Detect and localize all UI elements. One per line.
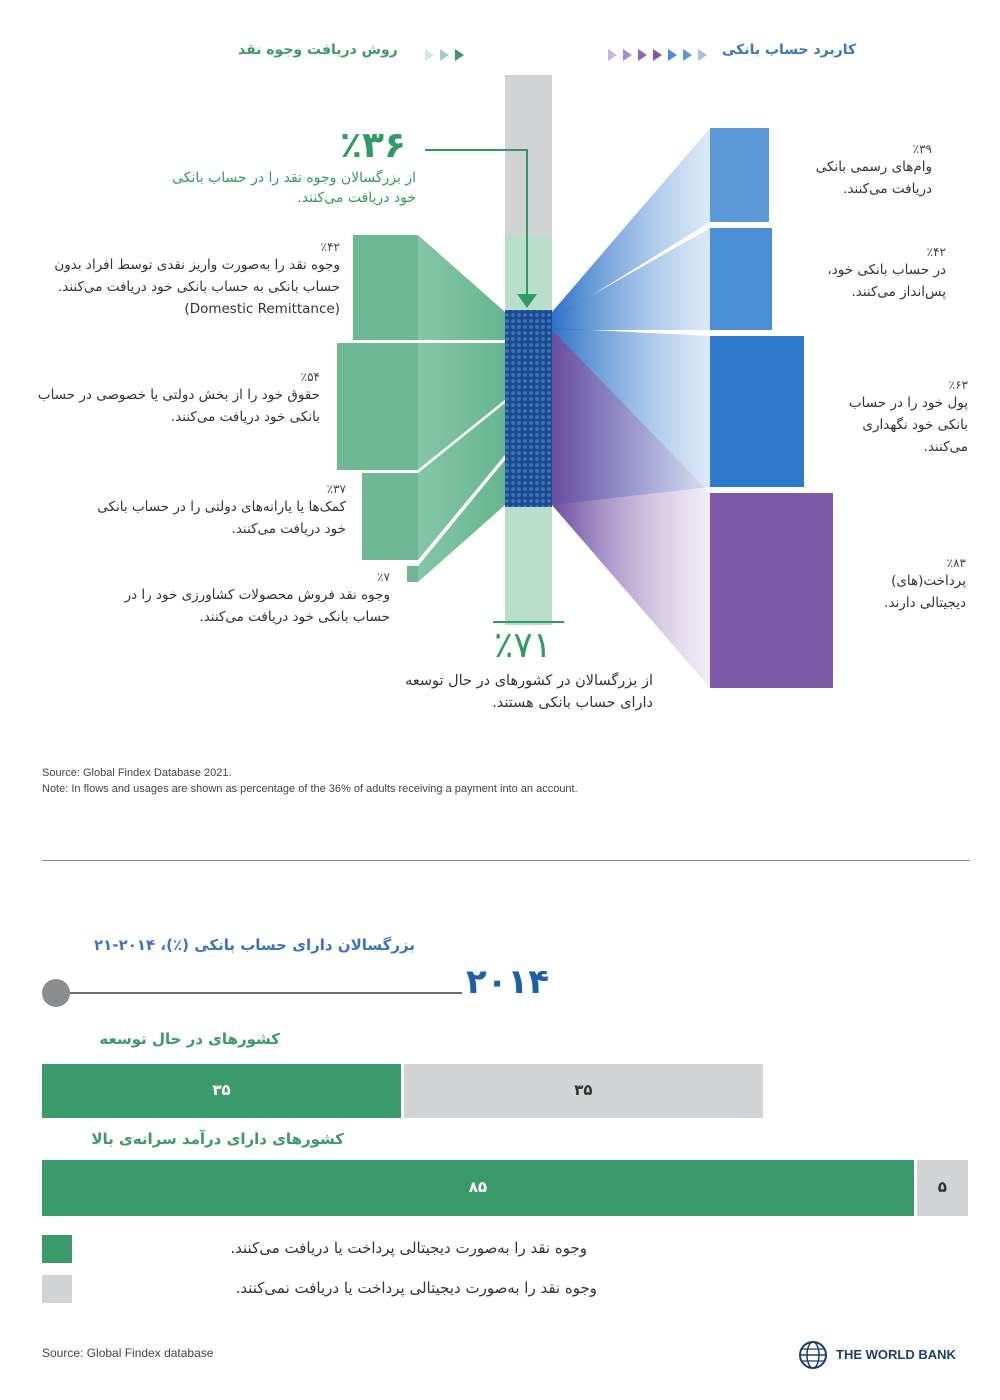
usage-bar: [710, 493, 833, 688]
chart-category-label: کشورهای دارای درآمد سرانه‌ی بالا: [91, 1130, 344, 1148]
legend-swatch: [42, 1235, 72, 1263]
timeline-year: ۲۰۱۴: [466, 962, 550, 1002]
inflow-header-title: روش دریافت وجوه نقد: [238, 42, 398, 58]
timeline-handle[interactable]: [42, 979, 70, 1007]
center-top-text: از بزرگسالان وجوه نقد را در حساب بانکی خود دریافت می‌کنند.: [172, 170, 416, 206]
usage-bar: [710, 228, 772, 330]
usage-label: [786, 245, 946, 303]
usage-label: [818, 378, 968, 458]
usage-text: پول خود را در حساب بانکی خود نگهداری می‌کنند.: [848, 395, 968, 455]
source-text: Source: Global Findex Database 2021.: [42, 767, 232, 779]
usage-pct: ٪۳۹: [912, 142, 932, 156]
inflow-text: وجوه نقد فروش محصولات کشاورزی خود را در حساب بانکی خود دریافت می‌کنند.: [124, 587, 390, 625]
usage-text: پرداخت(های) دیجیتالی دارند.: [884, 573, 966, 611]
inflow-label: [120, 570, 390, 628]
bar-value-label: ۳۵: [212, 1081, 231, 1099]
legend-label: وجوه نقد را به‌صورت دیجیتالی پرداخت یا دریافت می‌کنند.: [230, 1239, 587, 1257]
chart-category-label: کشورهای در حال توسعه: [99, 1030, 280, 1048]
inflow-pct: ٪۷: [377, 570, 390, 584]
inflow-pct: ٪۳۷: [326, 482, 346, 496]
inflow-bar: [337, 343, 418, 470]
inflow-text: حقوق خود را از بخش دولتی یا خصوصی در حساب بانکی خود دریافت می‌کنند.: [37, 387, 320, 425]
section2-title: بزرگسالان دارای حساب بانکی (٪)، ۲۰۱۴-۲۱: [94, 936, 415, 954]
bar-value-label: ۵: [937, 1178, 947, 1196]
legend-swatch: [42, 1275, 72, 1303]
inflow-label: [90, 482, 346, 540]
inflow-label: [30, 240, 340, 320]
inflow-pct: ٪۴۲: [320, 240, 340, 254]
inflow-text: وجوه نقد را به‌صورت واریز نقدی توسط افراد بدون حساب بانکی به حساب بانکی خود دریافت می‌کنند. (Domestic Remittance): [54, 257, 340, 317]
bar-value-label: ۸۵: [468, 1178, 488, 1196]
world-bank-logo: [798, 1340, 973, 1370]
source-note: [42, 765, 972, 797]
usage-label: [782, 142, 932, 200]
usage-text: در حساب بانکی خود، پس‌انداز می‌کنند.: [827, 262, 946, 300]
timeline-track: [56, 992, 462, 994]
usage-header-title: کاربرد حساب بانکی: [722, 42, 857, 58]
legend: [42, 1235, 602, 1310]
brand-name: THE WORLD BANK: [836, 1347, 956, 1362]
usage-pct: ٪۶۳: [948, 378, 968, 392]
usage-text: وام‌های رسمی بانکی دریافت می‌کنند.: [815, 159, 932, 197]
note-text: Note: In flows and usages are shown as percentage of the 36% of adults receiving a payment into an account.: [42, 783, 578, 795]
inflow-pct: ٪۵۴: [300, 370, 320, 384]
usage-pct: ٪۸۳: [946, 556, 966, 570]
center-bottom-pct: ٪۷۱: [494, 625, 553, 666]
center-dotted-block: [505, 310, 552, 507]
bar-value-label: ۳۵: [574, 1081, 593, 1099]
bar-chart: [42, 1060, 965, 1220]
source2-text: Source: Global Findex database: [42, 1346, 214, 1360]
usage-pct: ٪۴۲: [926, 245, 946, 259]
section-divider: [42, 860, 970, 861]
inflow-bar: [407, 566, 418, 582]
usage-bar: [710, 128, 769, 222]
inflow-funnel: [418, 235, 505, 340]
center-column-gray: [505, 75, 552, 235]
legend-label: وجوه نقد را به‌صورت دیجیتالی پرداخت یا دریافت نمی‌کنند.: [235, 1279, 597, 1297]
globe-icon: [798, 1340, 828, 1370]
timeline-slider[interactable]: [42, 978, 462, 1008]
inflow-label: [30, 370, 320, 428]
inflow-text: کمک‌ها یا یارانه‌های دولتی را در حساب بانکی خود دریافت می‌کنند.: [97, 499, 346, 537]
inflow-bar: [353, 235, 418, 340]
center-top-pct: ٪۳۶: [340, 125, 406, 166]
usage-label: [846, 556, 966, 614]
inflow-bar: [362, 473, 418, 560]
usage-bar: [710, 336, 804, 487]
center-bottom-text: از بزرگسالان در کشورهای در حال توسعه دارای حساب بانکی هستند.: [405, 673, 653, 711]
